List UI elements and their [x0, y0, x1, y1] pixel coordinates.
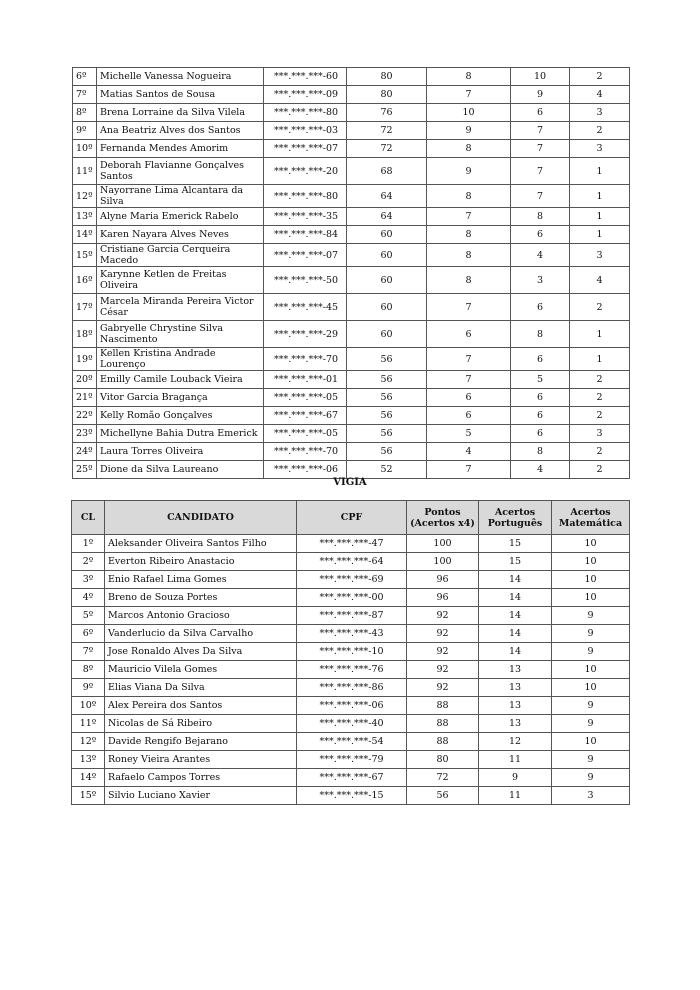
cell-acertos-1: 9: [427, 158, 511, 185]
header-acertos-portugues: [479, 501, 552, 535]
cell-acertos-portugues: 14: [479, 625, 552, 643]
cell-cl: 11º: [72, 715, 105, 733]
cell-acertos-2: 8: [511, 208, 570, 226]
cell-cpf: ***.***.***-29: [264, 321, 347, 348]
cell-cpf: ***.***.***-20: [264, 158, 347, 185]
cell-pontos: 88: [407, 733, 479, 751]
cell-acertos-1: 8: [427, 140, 511, 158]
cell-acertos-2: 6: [511, 348, 570, 371]
cell-candidate-name: Enio Rafael Lima Gomes: [105, 571, 297, 589]
cell-pontos: 64: [347, 208, 427, 226]
cell-cl: 10º: [73, 140, 97, 158]
table-row: [72, 607, 630, 625]
cell-acertos-3: 1: [570, 348, 630, 371]
cell-acertos-3: 2: [570, 389, 630, 407]
cell-acertos-1: 4: [427, 443, 511, 461]
header-port-line1: Acertos: [494, 506, 536, 518]
cell-cpf: ***.***.***-09: [264, 86, 347, 104]
cell-acertos-matematica: 10: [552, 679, 630, 697]
cell-candidate-name: Emilly Camile Louback Vieira: [97, 371, 264, 389]
header-mat-line2: Matemática: [558, 517, 623, 529]
cell-candidate-name: Rafaelo Campos Torres: [105, 769, 297, 787]
table-row: [73, 104, 630, 122]
table-row: [73, 244, 630, 267]
cell-cl: 8º: [72, 661, 105, 679]
cell-acertos-1: 7: [427, 208, 511, 226]
cell-acertos-matematica: 10: [552, 535, 630, 553]
header-pontos-line1: Pontos: [424, 506, 461, 518]
cell-candidate-name: Brena Lorraine da Silva Vilela: [97, 104, 264, 122]
cell-cpf: ***.***.***-07: [264, 140, 347, 158]
cell-cpf: ***.***.***-60: [264, 68, 347, 86]
cell-candidate-name: Marcela Miranda Pereira Victor César: [97, 294, 264, 321]
cell-candidate-name: Deborah Flavianne Gonçalves Santos: [97, 158, 264, 185]
cell-cl: 19º: [73, 348, 97, 371]
cell-pontos: 92: [407, 625, 479, 643]
cell-acertos-2: 5: [511, 371, 570, 389]
cell-acertos-1: 8: [427, 226, 511, 244]
cell-candidate-name: Laura Torres Oliveira: [97, 443, 264, 461]
cell-acertos-2: 4: [511, 244, 570, 267]
table-row: [73, 86, 630, 104]
cell-cl: 13º: [73, 208, 97, 226]
cell-pontos: 68: [347, 158, 427, 185]
table-row: [73, 461, 630, 479]
table-row: [73, 226, 630, 244]
cell-cl: 1º: [72, 535, 105, 553]
table-row: [73, 68, 630, 86]
cell-acertos-3: 2: [570, 407, 630, 425]
cell-cpf: ***.***.***-80: [264, 104, 347, 122]
cell-pontos: 80: [347, 86, 427, 104]
table-row: [73, 158, 630, 185]
cell-candidate-name: Alex Pereira dos Santos: [105, 697, 297, 715]
cell-acertos-portugues: 15: [479, 553, 552, 571]
cell-acertos-matematica: 9: [552, 607, 630, 625]
cell-cpf: ***.***.***-70: [264, 348, 347, 371]
cell-acertos-matematica: 10: [552, 571, 630, 589]
table-row: [72, 679, 630, 697]
cell-acertos-portugues: 13: [479, 697, 552, 715]
table-row: [72, 625, 630, 643]
cell-acertos-1: 8: [427, 68, 511, 86]
cell-acertos-2: 8: [511, 443, 570, 461]
cell-cpf: ***.***.***-40: [297, 715, 407, 733]
table-row: [73, 122, 630, 140]
cell-acertos-3: 4: [570, 267, 630, 294]
cell-candidate-name: Gabryelle Chrystine Silva Nascimento: [97, 321, 264, 348]
cell-cpf: ***.***.***-05: [264, 389, 347, 407]
cell-pontos: 56: [347, 443, 427, 461]
cell-pontos: 52: [347, 461, 427, 479]
cell-cl: 8º: [73, 104, 97, 122]
cell-candidate-name: Mauricio Vilela Gomes: [105, 661, 297, 679]
header-cl: CL: [72, 501, 105, 535]
vigia-table-body: [72, 535, 630, 805]
cell-acertos-3: 2: [570, 461, 630, 479]
header-port-line2: Português: [487, 517, 543, 529]
cell-candidate-name: Breno de Souza Portes: [105, 589, 297, 607]
cell-cl: 12º: [73, 185, 97, 208]
cell-acertos-2: 6: [511, 226, 570, 244]
cell-acertos-matematica: 9: [552, 715, 630, 733]
cell-candidate-name: Michelle Vanessa Nogueira: [97, 68, 264, 86]
cell-pontos: 100: [407, 535, 479, 553]
cell-pontos: 56: [347, 407, 427, 425]
cell-acertos-3: 3: [570, 425, 630, 443]
cell-cpf: ***.***.***-67: [297, 769, 407, 787]
cell-acertos-1: 7: [427, 371, 511, 389]
header-cpf: CPF: [297, 501, 407, 535]
cell-acertos-1: 8: [427, 267, 511, 294]
table-row: [73, 425, 630, 443]
cell-acertos-2: 6: [511, 425, 570, 443]
cell-pontos: 72: [407, 769, 479, 787]
cell-acertos-matematica: 9: [552, 697, 630, 715]
table-row: [73, 267, 630, 294]
cell-acertos-3: 1: [570, 185, 630, 208]
cell-cl: 21º: [73, 389, 97, 407]
cell-cl: 24º: [73, 443, 97, 461]
cell-cl: 9º: [73, 122, 97, 140]
cell-acertos-portugues: 14: [479, 607, 552, 625]
cell-acertos-portugues: 13: [479, 679, 552, 697]
cell-candidate-name: Cristiane Garcia Cerqueira Macedo: [97, 244, 264, 267]
cell-cl: 6º: [72, 625, 105, 643]
cell-acertos-1: 8: [427, 244, 511, 267]
cell-acertos-1: 7: [427, 294, 511, 321]
cell-pontos: 80: [347, 68, 427, 86]
header-mat-line1: Acertos: [570, 506, 611, 518]
cell-cl: 23º: [73, 425, 97, 443]
results-table-continued: [72, 67, 630, 479]
cell-cl: 7º: [73, 86, 97, 104]
cell-acertos-2: 3: [511, 267, 570, 294]
cell-cl: 5º: [72, 607, 105, 625]
cell-candidate-name: Everton Ribeiro Anastacio: [105, 553, 297, 571]
cell-cpf: ***.***.***-70: [264, 443, 347, 461]
cell-acertos-2: 7: [511, 185, 570, 208]
cell-candidate-name: Karynne Ketlen de Freitas Oliveira: [97, 267, 264, 294]
cell-candidate-name: Aleksander Oliveira Santos Filho: [105, 535, 297, 553]
table-row: [73, 140, 630, 158]
cell-candidate-name: Kelly Romão Gonçalves: [97, 407, 264, 425]
cell-cl: 7º: [72, 643, 105, 661]
cell-cpf: ***.***.***-50: [264, 267, 347, 294]
cell-pontos: 96: [407, 589, 479, 607]
cell-pontos: 80: [407, 751, 479, 769]
cell-pontos: 56: [347, 348, 427, 371]
section-title: VIGIA: [333, 477, 367, 488]
cell-acertos-matematica: 9: [552, 769, 630, 787]
cell-pontos: 92: [407, 661, 479, 679]
cell-cl: 4º: [72, 589, 105, 607]
cell-acertos-2: 6: [511, 407, 570, 425]
cell-acertos-2: 4: [511, 461, 570, 479]
cell-acertos-3: 2: [570, 294, 630, 321]
cell-pontos: 56: [407, 787, 479, 805]
cell-acertos-2: 6: [511, 294, 570, 321]
table-row: [72, 733, 630, 751]
cell-pontos: 64: [347, 185, 427, 208]
cell-candidate-name: Ana Beatriz Alves dos Santos: [97, 122, 264, 140]
cell-acertos-3: 1: [570, 321, 630, 348]
cell-candidate-name: Marcos Antonio Gracioso: [105, 607, 297, 625]
table-row: [72, 769, 630, 787]
cell-cpf: ***.***.***-15: [297, 787, 407, 805]
cell-acertos-portugues: 13: [479, 661, 552, 679]
cell-acertos-matematica: 9: [552, 643, 630, 661]
cell-candidate-name: Vanderlucio da Silva Carvalho: [105, 625, 297, 643]
cell-cpf: ***.***.***-00: [297, 589, 407, 607]
table-row: [72, 589, 630, 607]
table-row: [72, 787, 630, 805]
cell-acertos-1: 5: [427, 425, 511, 443]
cell-candidate-name: Alyne Maria Emerick Rabelo: [97, 208, 264, 226]
cell-acertos-portugues: 13: [479, 715, 552, 733]
table-row: [73, 321, 630, 348]
cell-candidate-name: Matias Santos de Sousa: [97, 86, 264, 104]
table-row: [73, 371, 630, 389]
cell-acertos-matematica: 10: [552, 733, 630, 751]
cell-candidate-name: Michellyne Bahia Dutra Emerick: [97, 425, 264, 443]
cell-candidate-name: Roney Vieira Arantes: [105, 751, 297, 769]
cell-pontos: 60: [347, 244, 427, 267]
cell-cl: 17º: [73, 294, 97, 321]
cell-cpf: ***.***.***-87: [297, 607, 407, 625]
cell-pontos: 72: [347, 122, 427, 140]
cell-cpf: ***.***.***-45: [264, 294, 347, 321]
cell-acertos-portugues: 9: [479, 769, 552, 787]
cell-candidate-name: Jose Ronaldo Alves Da Silva: [105, 643, 297, 661]
cell-acertos-matematica: 10: [552, 661, 630, 679]
cell-cl: 15º: [73, 244, 97, 267]
table-row: [72, 715, 630, 733]
cell-pontos: 76: [347, 104, 427, 122]
cell-cl: 3º: [72, 571, 105, 589]
table-row: [72, 661, 630, 679]
cell-cl: 2º: [72, 553, 105, 571]
cell-cpf: ***.***.***-35: [264, 208, 347, 226]
cell-cpf: ***.***.***-07: [264, 244, 347, 267]
cell-acertos-2: 8: [511, 321, 570, 348]
cell-pontos: 92: [407, 643, 479, 661]
cell-cpf: ***.***.***-03: [264, 122, 347, 140]
cell-cpf: ***.***.***-84: [264, 226, 347, 244]
cell-pontos: 100: [407, 553, 479, 571]
cell-cl: 14º: [72, 769, 105, 787]
cell-cl: 13º: [72, 751, 105, 769]
table-row: [73, 348, 630, 371]
results-table-body: [73, 68, 630, 479]
cell-acertos-portugues: 14: [479, 589, 552, 607]
cell-cpf: ***.***.***-79: [297, 751, 407, 769]
cell-cpf: ***.***.***-67: [264, 407, 347, 425]
cell-pontos: 56: [347, 389, 427, 407]
cell-acertos-3: 2: [570, 68, 630, 86]
table-row: [73, 443, 630, 461]
cell-acertos-2: 7: [511, 158, 570, 185]
cell-candidate-name: Silvio Luciano Xavier: [105, 787, 297, 805]
cell-acertos-portugues: 11: [479, 751, 552, 769]
cell-cpf: ***.***.***-10: [297, 643, 407, 661]
cell-pontos: 60: [347, 226, 427, 244]
cell-acertos-1: 7: [427, 348, 511, 371]
table-row: [72, 535, 630, 553]
cell-acertos-2: 6: [511, 389, 570, 407]
cell-acertos-1: 6: [427, 389, 511, 407]
cell-pontos: 56: [347, 371, 427, 389]
cell-acertos-portugues: 14: [479, 571, 552, 589]
cell-acertos-1: 10: [427, 104, 511, 122]
cell-pontos: 96: [407, 571, 479, 589]
table-row: [73, 389, 630, 407]
cell-acertos-2: 10: [511, 68, 570, 86]
cell-acertos-2: 7: [511, 122, 570, 140]
cell-cl: 25º: [73, 461, 97, 479]
cell-pontos: 60: [347, 321, 427, 348]
cell-acertos-3: 2: [570, 443, 630, 461]
table-header-row: [72, 501, 630, 535]
cell-acertos-3: 1: [570, 158, 630, 185]
table-row: [72, 643, 630, 661]
cell-acertos-2: 6: [511, 104, 570, 122]
table-row: [72, 571, 630, 589]
cell-pontos: 60: [347, 294, 427, 321]
cell-acertos-3: 3: [570, 104, 630, 122]
cell-cl: 16º: [73, 267, 97, 294]
cell-pontos: 92: [407, 607, 479, 625]
cell-acertos-matematica: 3: [552, 787, 630, 805]
cell-cl: 11º: [73, 158, 97, 185]
cell-acertos-matematica: 9: [552, 625, 630, 643]
cell-acertos-portugues: 15: [479, 535, 552, 553]
cell-pontos: 60: [347, 267, 427, 294]
cell-candidate-name: Nicolas de Sá Ribeiro: [105, 715, 297, 733]
cell-acertos-1: 6: [427, 321, 511, 348]
cell-candidate-name: Elias Viana Da Silva: [105, 679, 297, 697]
cell-acertos-matematica: 10: [552, 553, 630, 571]
cell-acertos-3: 3: [570, 244, 630, 267]
cell-cpf: ***.***.***-69: [297, 571, 407, 589]
cell-acertos-3: 2: [570, 122, 630, 140]
cell-cpf: ***.***.***-54: [297, 733, 407, 751]
cell-cpf: ***.***.***-43: [297, 625, 407, 643]
cell-cl: 6º: [73, 68, 97, 86]
cell-candidate-name: Nayorrane Lima Alcantara da Silva: [97, 185, 264, 208]
cell-cpf: ***.***.***-86: [297, 679, 407, 697]
cell-cpf: ***.***.***-64: [297, 553, 407, 571]
cell-acertos-matematica: 10: [552, 589, 630, 607]
cell-candidate-name: Karen Nayara Alves Neves: [97, 226, 264, 244]
cell-cl: 14º: [73, 226, 97, 244]
cell-acertos-1: 9: [427, 122, 511, 140]
cell-cl: 15º: [72, 787, 105, 805]
cell-pontos: 88: [407, 715, 479, 733]
table-row: [72, 553, 630, 571]
cell-cpf: ***.***.***-06: [264, 461, 347, 479]
cell-pontos: 56: [347, 425, 427, 443]
cell-pontos: 92: [407, 679, 479, 697]
table-row: [73, 208, 630, 226]
cell-cl: 9º: [72, 679, 105, 697]
cell-cpf: ***.***.***-05: [264, 425, 347, 443]
table-row: [72, 697, 630, 715]
header-pontos-line2: (Acertos x4): [410, 517, 475, 529]
header-pontos: [407, 501, 479, 535]
cell-cl: 18º: [73, 321, 97, 348]
cell-candidate-name: Fernanda Mendes Amorim: [97, 140, 264, 158]
cell-acertos-2: 9: [511, 86, 570, 104]
cell-acertos-3: 4: [570, 86, 630, 104]
cell-acertos-1: 7: [427, 86, 511, 104]
cell-acertos-3: 1: [570, 226, 630, 244]
cell-cpf: ***.***.***-06: [297, 697, 407, 715]
cell-acertos-2: 7: [511, 140, 570, 158]
cell-candidate-name: Kellen Kristina Andrade Lourenço: [97, 348, 264, 371]
cell-cpf: ***.***.***-01: [264, 371, 347, 389]
cell-cpf: ***.***.***-47: [297, 535, 407, 553]
cell-candidate-name: Davide Rengifo Bejarano: [105, 733, 297, 751]
cell-acertos-1: 6: [427, 407, 511, 425]
table-row: [73, 407, 630, 425]
cell-acertos-3: 3: [570, 140, 630, 158]
cell-cl: 12º: [72, 733, 105, 751]
cell-cl: 22º: [73, 407, 97, 425]
cell-pontos: 72: [347, 140, 427, 158]
table-row: [72, 751, 630, 769]
header-acertos-matematica: [552, 501, 630, 535]
cell-cpf: ***.***.***-76: [297, 661, 407, 679]
cell-acertos-3: 1: [570, 208, 630, 226]
cell-acertos-portugues: 12: [479, 733, 552, 751]
cell-candidate-name: Dione da Silva Laureano: [97, 461, 264, 479]
header-candidato: CANDIDATO: [105, 501, 297, 535]
vigia-results-table: [71, 500, 630, 805]
cell-acertos-1: 8: [427, 185, 511, 208]
cell-acertos-portugues: 14: [479, 643, 552, 661]
cell-candidate-name: Vitor Garcia Bragança: [97, 389, 264, 407]
cell-cl: 20º: [73, 371, 97, 389]
table-row: [73, 294, 630, 321]
cell-acertos-3: 2: [570, 371, 630, 389]
cell-cpf: ***.***.***-80: [264, 185, 347, 208]
cell-acertos-matematica: 9: [552, 751, 630, 769]
cell-cl: 10º: [72, 697, 105, 715]
cell-acertos-portugues: 11: [479, 787, 552, 805]
cell-acertos-1: 7: [427, 461, 511, 479]
cell-pontos: 88: [407, 697, 479, 715]
table-row: [73, 185, 630, 208]
